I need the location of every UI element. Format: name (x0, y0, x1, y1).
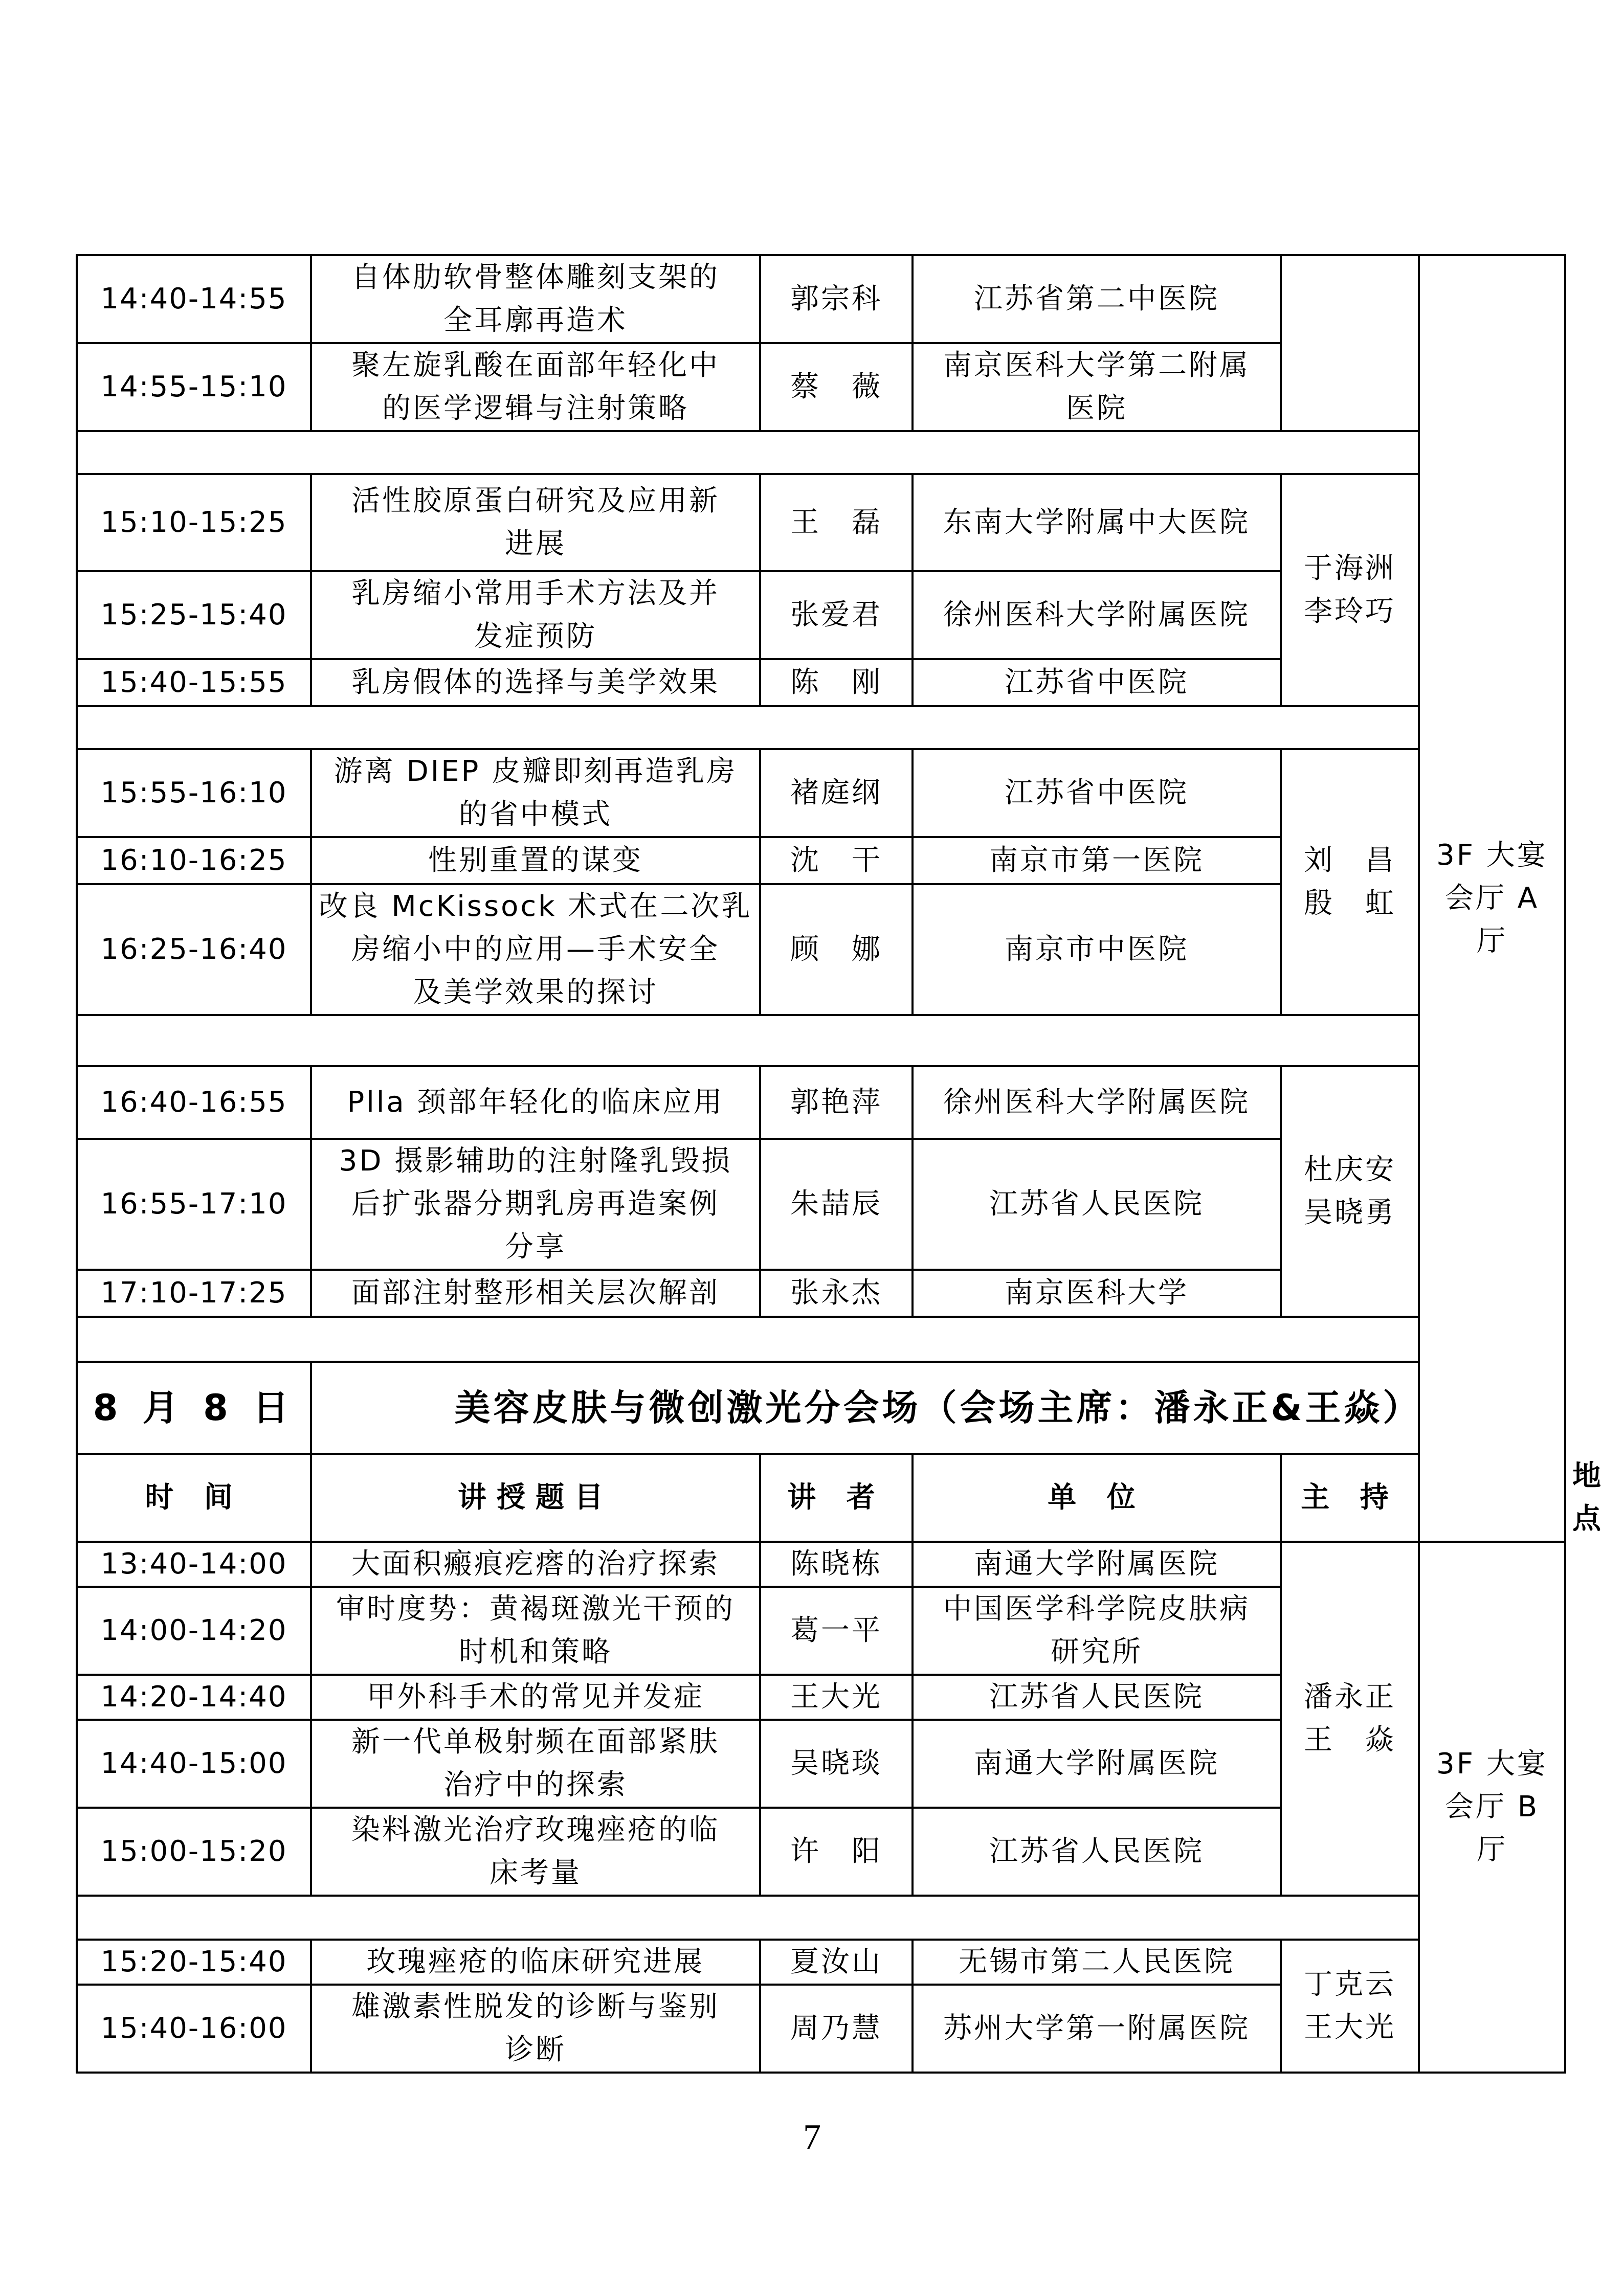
speaker-cell: 陈 刚 (760, 659, 913, 706)
schedule-table (76, 254, 1611, 2074)
speaker-cell: 沈 干 (760, 837, 913, 884)
time-cell: 15:00-15:20 (77, 1808, 311, 1896)
table-row (77, 474, 1565, 571)
topic-cell: 改良 McKissock 术式在二次乳 房缩小中的应用—手术安全 及美学效果的探讨 (311, 884, 760, 1015)
unit-cell: 江苏省人民医院 (913, 1675, 1281, 1720)
speaker-cell: 郭艳萍 (760, 1066, 913, 1139)
unit-cell: 江苏省中医院 (913, 659, 1281, 706)
unit-cell: 江苏省人民医院 (913, 1139, 1281, 1270)
header-row: 时 间 讲授题目 讲 者 单 位 主 持 地 点 (77, 1454, 1565, 1542)
speaker-cell: 周乃慧 (760, 1985, 913, 2073)
topic-cell: 性别重置的谋变 (311, 837, 760, 884)
header-time: 时 间 (77, 1454, 311, 1542)
time-cell: 15:25-15:40 (77, 571, 311, 659)
time-cell: 15:55-16:10 (77, 749, 311, 837)
speaker-cell: 许 阳 (760, 1808, 913, 1896)
speaker-cell: 张爱君 (760, 571, 913, 659)
table-row (77, 749, 1565, 837)
venue-cell: 3F 大宴 会厅 A 厅 (1419, 255, 1565, 1542)
unit-cell: 南京市中医院 (913, 884, 1281, 1015)
spacer-row (77, 1015, 1565, 1066)
topic-cell: 面部注射整形相关层次解剖 (311, 1270, 760, 1317)
speaker-cell: 夏汝山 (760, 1940, 913, 1985)
topic-cell: Plla 颈部年轻化的临床应用 (311, 1066, 760, 1139)
unit-cell: 东南大学附属中大医院 (913, 474, 1281, 571)
table-row (77, 1940, 1565, 1985)
unit-cell: 中国医学科学院皮肤病 研究所 (913, 1587, 1281, 1675)
time-cell: 16:10-16:25 (77, 837, 311, 884)
table-row (77, 255, 1565, 343)
host-cell (1281, 255, 1419, 431)
time-cell: 16:55-17:10 (77, 1139, 311, 1270)
time-cell: 16:40-16:55 (77, 1066, 311, 1139)
topic-cell: 活性胶原蛋白研究及应用新 进展 (311, 474, 760, 571)
topic-cell: 聚左旋乳酸在面部年轻化中 的医学逻辑与注射策略 (311, 343, 760, 431)
session-title: 美容皮肤与微创激光分会场（会场主席：潘永正&王焱） (311, 1362, 1565, 1454)
host-cell: 潘永正 王 焱 (1281, 1542, 1419, 1896)
speaker-cell: 郭宗科 (760, 255, 913, 343)
speaker-cell: 葛一平 (760, 1587, 913, 1675)
venue-cell: 3F 大宴 会厅 B 厅 (1419, 1542, 1565, 2073)
topic-cell: 染料激光治疗玫瑰痤疮的临 床考量 (311, 1808, 760, 1896)
host-cell: 丁克云 王大光 (1281, 1940, 1419, 2073)
unit-cell: 江苏省第二中医院 (913, 255, 1281, 343)
topic-cell: 新一代单极射频在面部紧肤 治疗中的探索 (311, 1720, 760, 1808)
table-row (77, 1066, 1565, 1139)
speaker-cell: 张永杰 (760, 1270, 913, 1317)
topic-cell: 乳房假体的选择与美学效果 (311, 659, 760, 706)
time-cell: 15:40-15:55 (77, 659, 311, 706)
unit-cell: 无锡市第二人民医院 (913, 1940, 1281, 1985)
unit-cell: 徐州医科大学附属医院 (913, 1066, 1281, 1139)
host-cell: 杜庆安 吴晓勇 (1281, 1066, 1419, 1317)
spacer-row (77, 1317, 1565, 1362)
time-cell: 14:55-15:10 (77, 343, 311, 431)
unit-cell: 南通大学附属医院 (913, 1720, 1281, 1808)
speaker-cell: 蔡 薇 (760, 343, 913, 431)
table-row (77, 1542, 1565, 1587)
speaker-cell: 吴晓琰 (760, 1720, 913, 1808)
time-cell: 14:40-15:00 (77, 1720, 311, 1808)
unit-cell: 苏州大学第一附属医院 (913, 1985, 1281, 2073)
topic-cell: 大面积瘢痕疙瘩的治疗探索 (311, 1542, 760, 1587)
speaker-cell: 朱喆辰 (760, 1139, 913, 1270)
time-cell: 14:40-14:55 (77, 255, 311, 343)
unit-cell: 南京医科大学 (913, 1270, 1281, 1317)
topic-cell: 乳房缩小常用手术方法及并 发症预防 (311, 571, 760, 659)
session-title-row (77, 1362, 1565, 1454)
page-number: 7 (803, 2118, 821, 2157)
spacer-row (77, 431, 1565, 474)
time-cell: 15:20-15:40 (77, 1940, 311, 1985)
time-cell: 15:40-16:00 (77, 1985, 311, 2073)
speaker-cell: 王大光 (760, 1675, 913, 1720)
unit-cell: 江苏省中医院 (913, 749, 1281, 837)
header-unit: 单 位 (913, 1454, 1281, 1542)
topic-cell: 甲外科手术的常见并发症 (311, 1675, 760, 1720)
time-cell: 16:25-16:40 (77, 884, 311, 1015)
time-cell: 14:20-14:40 (77, 1675, 311, 1720)
unit-cell: 徐州医科大学附属医院 (913, 571, 1281, 659)
header-speaker: 讲 者 (760, 1454, 913, 1542)
topic-cell: 3D 摄影辅助的注射隆乳毁损 后扩张器分期乳房再造案例 分享 (311, 1139, 760, 1270)
speaker-cell: 顾 娜 (760, 884, 913, 1015)
unit-cell: 江苏省人民医院 (913, 1808, 1281, 1896)
spacer-row (77, 706, 1565, 749)
time-cell: 15:10-15:25 (77, 474, 311, 571)
topic-cell: 玫瑰痤疮的临床研究进展 (311, 1940, 760, 1985)
topic-cell: 审时度势：黄褐斑激光干预的 时机和策略 (311, 1587, 760, 1675)
speaker-cell: 陈晓栋 (760, 1542, 913, 1587)
time-cell: 14:00-14:20 (77, 1587, 311, 1675)
header-host: 主 持 (1281, 1454, 1419, 1542)
header-topic: 讲授题目 (311, 1454, 760, 1542)
topic-cell: 游离 DIEP 皮瓣即刻再造乳房 的省中模式 (311, 749, 760, 837)
unit-cell: 南京医科大学第二附属 医院 (913, 343, 1281, 431)
speaker-cell: 褚庭纲 (760, 749, 913, 837)
speaker-cell: 王 磊 (760, 474, 913, 571)
spacer-row (77, 1896, 1565, 1940)
host-cell: 于海洲 李玲巧 (1281, 474, 1419, 706)
topic-cell: 自体肋软骨整体雕刻支架的 全耳廓再造术 (311, 255, 760, 343)
host-cell: 刘 昌 殷 虹 (1281, 749, 1419, 1015)
topic-cell: 雄激素性脱发的诊断与鉴别 诊断 (311, 1985, 760, 2073)
time-cell: 13:40-14:00 (77, 1542, 311, 1587)
unit-cell: 南京市第一医院 (913, 837, 1281, 884)
session-date: 8 月 8 日 (77, 1362, 311, 1454)
time-cell: 17:10-17:25 (77, 1270, 311, 1317)
unit-cell: 南通大学附属医院 (913, 1542, 1281, 1587)
